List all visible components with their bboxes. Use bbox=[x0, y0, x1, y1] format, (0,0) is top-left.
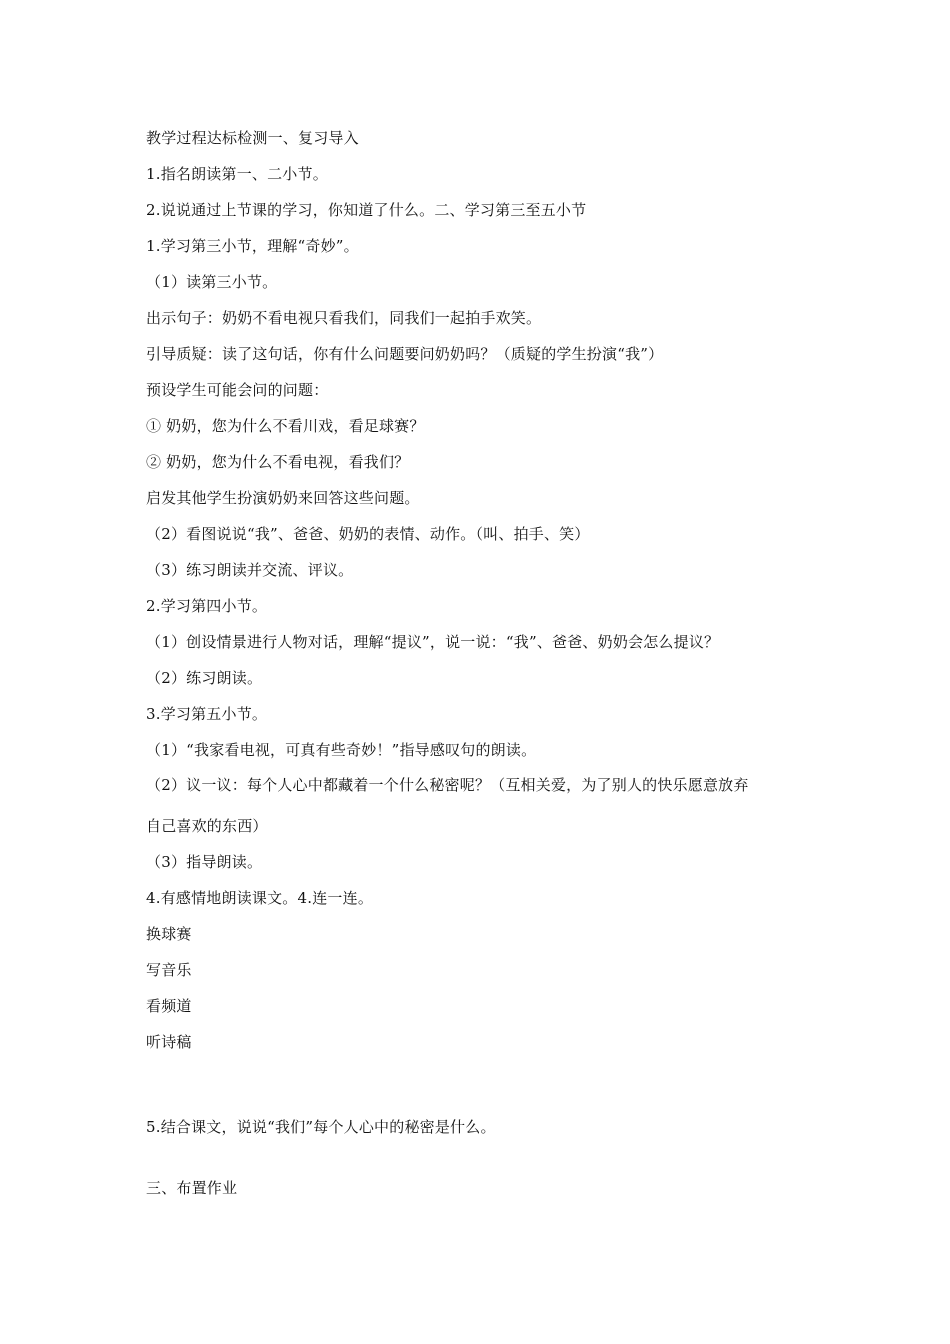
text-line: 预设学生可能会问的问题： bbox=[146, 381, 329, 399]
text-line: （1）读第三小节。 bbox=[146, 273, 278, 291]
text-line: 2.说说通过上节课的学习，你知道了什么。二、学习第三至五小节 bbox=[146, 201, 587, 219]
text-line: 5.结合课文，说说“我们”每个人心中的秘密是什么。 bbox=[146, 1118, 496, 1136]
text-line: （1）“我家看电视，可真有些奇妙！”指导感叹句的朗读。 bbox=[146, 741, 537, 759]
text-line: （2）练习朗读。 bbox=[146, 669, 263, 687]
text-line: 引导质疑：读了这句话，你有什么问题要问奶奶吗？（质疑的学生扮演“我”） bbox=[146, 345, 664, 363]
text-line: ① 奶奶，您为什么不看川戏，看足球赛？ bbox=[146, 417, 425, 435]
text-line: （2）看图说说“我”、爸爸、奶奶的表情、动作。（叫、拍手、笑） bbox=[146, 525, 590, 543]
text-line: 听诗稿 bbox=[146, 1033, 192, 1051]
text-line: （2）议一议：每个人心中都藏着一个什么秘密呢？（互相关爱，为了别人的快乐愿意放弃 bbox=[146, 776, 749, 794]
text-line: 出示句子：奶奶不看电视只看我们，同我们一起拍手欢笑。 bbox=[146, 309, 542, 327]
text-line: 写音乐 bbox=[146, 961, 192, 979]
text-line: 1.指名朗读第一、二小节。 bbox=[146, 165, 328, 183]
text-line: 自己喜欢的东西） bbox=[146, 817, 268, 835]
text-line: 看频道 bbox=[146, 997, 192, 1015]
text-line: （3）指导朗读。 bbox=[146, 853, 263, 871]
text-line: 三、布置作业 bbox=[146, 1179, 238, 1197]
text-line: 2.学习第四小节。 bbox=[146, 597, 268, 615]
text-line: （3）练习朗读并交流、评议。 bbox=[146, 561, 354, 579]
text-line: ② 奶奶，您为什么不看电视，看我们？ bbox=[146, 453, 410, 471]
text-line: 教学过程达标检测一、复习导入 bbox=[146, 129, 359, 147]
text-line: （1）创设情景进行人物对话，理解“提议”，说一说：“我”、爸爸、奶奶会怎么提议？ bbox=[146, 633, 720, 651]
text-line: 1.学习第三小节，理解“奇妙”。 bbox=[146, 237, 359, 255]
text-line: 启发其他学生扮演奶奶来回答这些问题。 bbox=[146, 489, 420, 507]
text-line: 3.学习第五小节。 bbox=[146, 705, 268, 723]
text-line: 换球赛 bbox=[146, 925, 192, 943]
text-line: 4.有感情地朗读课文。4.连一连。 bbox=[146, 889, 374, 907]
